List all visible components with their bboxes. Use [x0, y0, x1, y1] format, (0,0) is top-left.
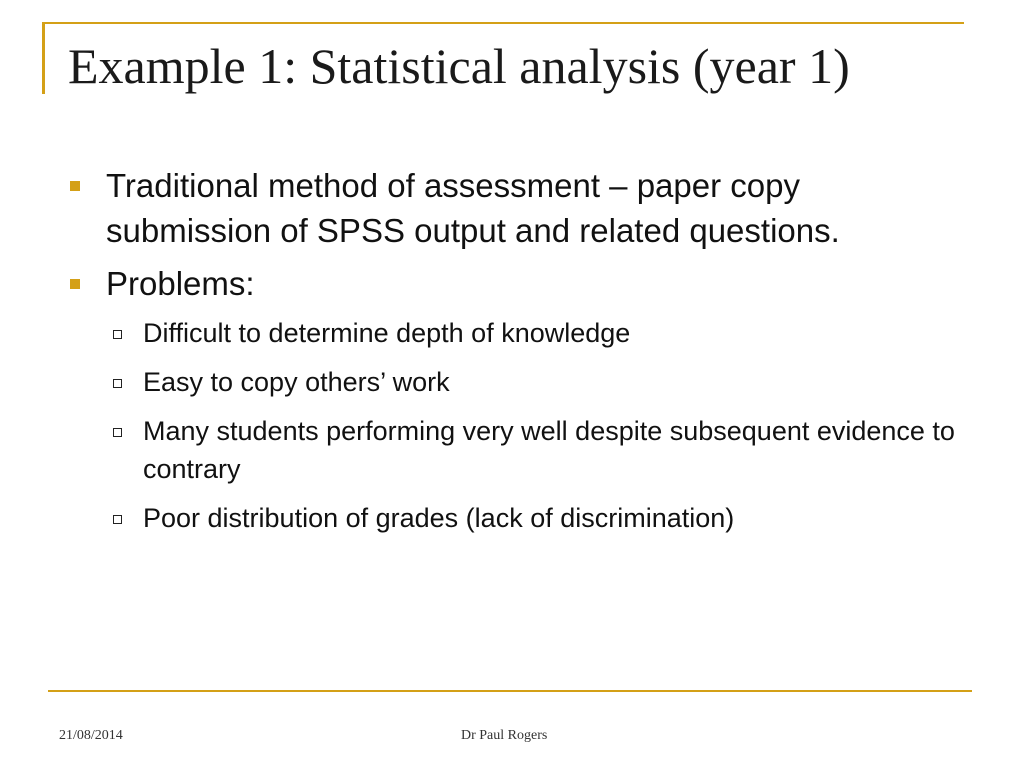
bullet-text: Traditional method of assessment – paper copy submission of SPSS output and related questions.: [106, 167, 840, 249]
bullet-text: Problems:: [106, 265, 255, 302]
hollow-square-bullet-icon: [113, 515, 122, 524]
footer-divider: [48, 690, 972, 692]
sub-bullet-text: Easy to copy others’ work: [143, 367, 450, 397]
sub-bullet-item: [106, 412, 968, 488]
slide-title: Example 1: Statistical analysis (year 1): [68, 38, 850, 94]
hollow-square-bullet-icon: [113, 379, 122, 388]
bullet-item: [68, 163, 968, 253]
title-accent-vertical-line: [42, 22, 45, 94]
sub-bullet-text: Many students performing very well despite subsequent evidence to contrary: [143, 416, 955, 484]
sub-bullet-item: [106, 363, 968, 401]
sub-bullet-text: Difficult to determine depth of knowledge: [143, 318, 631, 348]
hollow-square-bullet-icon: [113, 428, 122, 437]
sub-bullet-list: [106, 314, 968, 537]
hollow-square-bullet-icon: [113, 330, 122, 339]
filled-square-bullet-icon: [70, 181, 80, 191]
bullet-item: [68, 261, 968, 306]
sub-bullet-text: Poor distribution of grades (lack of discrimination): [143, 503, 735, 533]
slide-body: [68, 163, 968, 548]
footer-author: Dr Paul Rogers: [461, 728, 548, 743]
footer-date: 21/08/2014: [59, 728, 123, 743]
sub-bullet-item: [106, 499, 968, 537]
filled-square-bullet-icon: [70, 279, 80, 289]
title-accent-horizontal-line: [42, 22, 964, 24]
sub-bullet-item: [106, 314, 968, 352]
